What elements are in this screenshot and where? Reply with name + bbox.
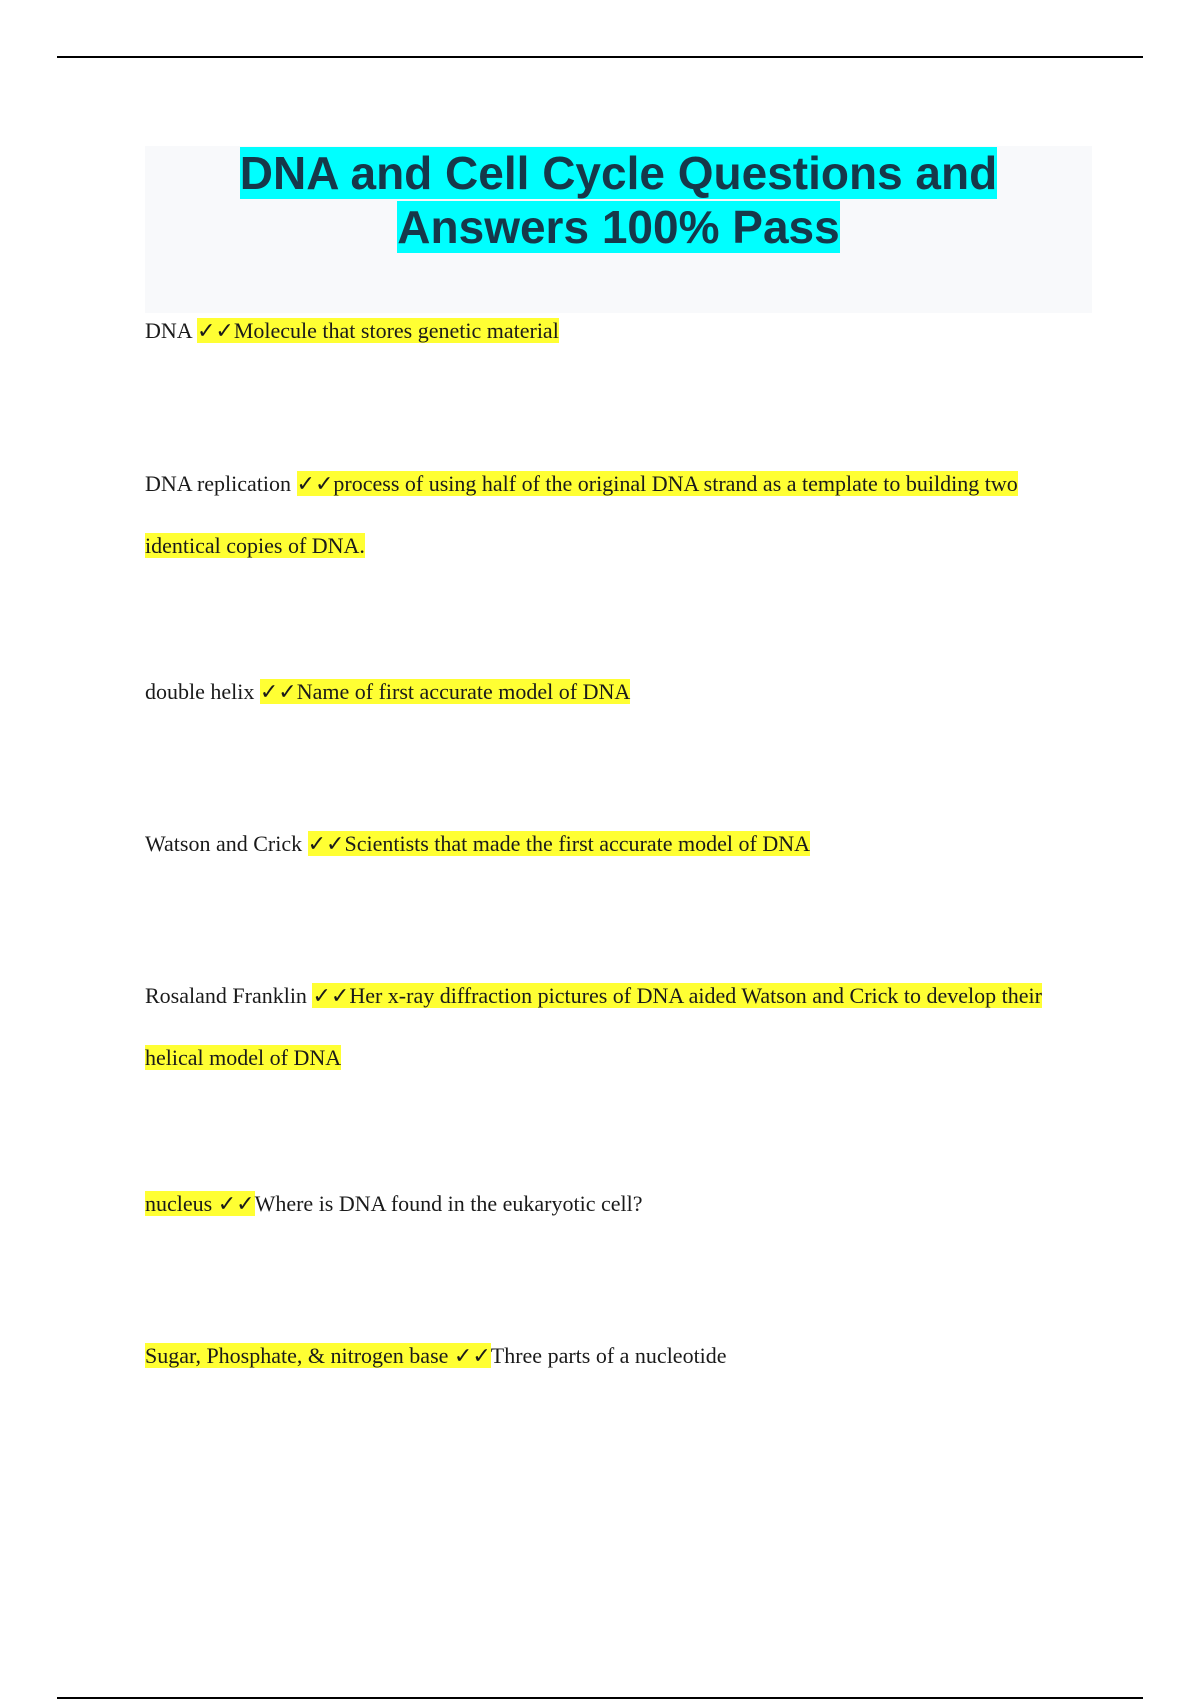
title-block — [145, 146, 1092, 313]
term: DNA replication — [145, 471, 292, 496]
term-highlight — [145, 1191, 255, 1216]
qa-item-dna-replication — [145, 453, 1085, 576]
double-check-icon: ✓✓ — [453, 1344, 491, 1369]
definition: Scientists that made the first accurate model of DNA — [344, 831, 810, 856]
qa-item-double-helix — [145, 661, 1085, 723]
bottom-rule — [57, 1697, 1143, 1699]
double-check-icon: ✓✓ — [312, 984, 350, 1009]
definition: Name of first accurate model of DNA — [296, 679, 631, 704]
title-line-2: Answers 100% Pass — [397, 201, 840, 253]
double-check-icon: ✓✓ — [296, 472, 334, 497]
qa-item-rosaland-franklin — [145, 965, 1085, 1088]
double-check-icon: ✓✓ — [196, 319, 234, 344]
term: double helix — [145, 679, 255, 704]
definition: Where is DNA found in the eukaryotic cell? — [254, 1191, 643, 1216]
definition: Molecule that stores genetic material — [233, 318, 559, 343]
qa-item-nucleus — [145, 1173, 1085, 1235]
term: nucleus — [145, 1191, 213, 1216]
definition: Her x-ray diffraction pictures of DNA aided Watson and Crick to develop their helical model of DNA — [145, 983, 1042, 1070]
term: Rosaland Franklin — [145, 983, 307, 1008]
title-line-1: DNA and Cell Cycle Questions and — [239, 147, 998, 199]
qa-item-dna — [145, 300, 1085, 362]
answer-highlight — [308, 831, 810, 856]
term: Watson and Crick — [145, 831, 303, 856]
term: Sugar, Phosphate, & nitrogen base — [145, 1343, 449, 1368]
page-title — [145, 146, 1092, 254]
answer-highlight — [260, 679, 630, 704]
double-check-icon: ✓✓ — [307, 832, 345, 857]
qa-item-watson-crick — [145, 813, 1085, 875]
term-highlight — [145, 1343, 491, 1368]
top-rule — [57, 56, 1143, 58]
qa-item-nucleotide-parts — [145, 1325, 1085, 1387]
double-check-icon: ✓✓ — [217, 1192, 255, 1217]
answer-highlight — [197, 318, 559, 343]
term: DNA — [145, 318, 192, 343]
definition: Three parts of a nucleotide — [490, 1343, 727, 1368]
double-check-icon: ✓✓ — [259, 680, 297, 705]
definition: process of using half of the original DNA strand as a template to building two identical copies of DNA. — [145, 471, 1018, 558]
